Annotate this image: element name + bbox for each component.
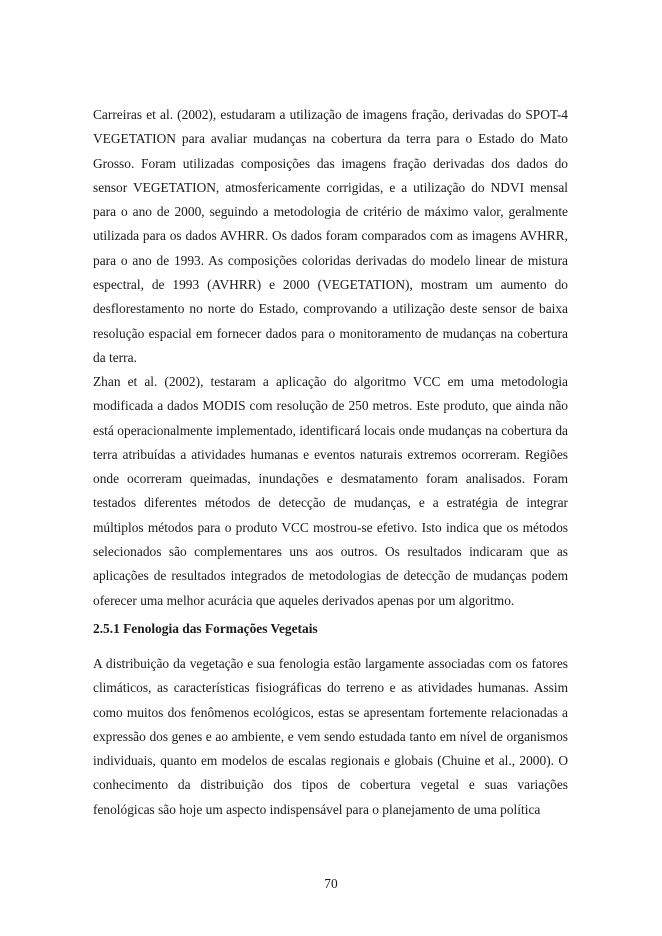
paragraph-zhan: Zhan et al. (2002), testaram a aplicação do algoritmo VCC em uma metodologia modificada a dados MODIS com resolução de 250 metros. Este produto, que ainda não está operacionalmente implementado, identificará locais onde mudanças na cobertura da terra atribuídas a atividades humanas e eventos naturais extremos ocorreram. Regiões onde ocorreram queimadas, inundações e desmatamento foram analisados. Foram testados diferentes métodos de detecção de mudanças, e a estratégia de integrar múltiplos métodos para o produto VCC mostrou-se efetivo. Isto indica que os métodos selecionados são complementares uns aos outros. Os resultados indicaram que as aplicações de resultados integrados de metodologias de detecção de mudanças podem oferecer uma melhor acurácia que aqueles derivados apenas por um algoritmo. (93, 374, 568, 608)
paragraph-carreiras: Carreiras et al. (2002), estudaram a utilização de imagens fração, derivadas do SPOT-4 VEGETATION para avaliar mudanças na cobertura da terra para o Estado do Mato Grosso. Foram utilizadas composições das imagens fração derivadas dos dados do sensor VEGETATION, atmosfericamente corrigidas, e a utilização do NDVI mensal para o ano de 2000, seguindo a metodologia de critério de máximo valor, geralmente utilizada para os dados AVHRR. Os dados foram comparados com as imagens AVHRR, para o ano de 1993. As composições coloridas derivadas do modelo linear de mistura espectral, de 1993 (AVHRR) e 2000 (VEGETATION), mostram um aumento do desflorestamento no norte do Estado, comprovando a utilização deste sensor de baixa resolução espacial em fornecer dados para o monitoramento de mudanças na cobertura da terra. (93, 107, 568, 365)
page-number: 70 (324, 876, 338, 891)
section-heading: 2.5.1 Fenologia das Formações Vegetais (93, 621, 318, 636)
paragraph-fenologia: A distribuição da vegetação e sua fenologia estão largamente associadas com os fatores climáticos, as características fisiográficas do terreno e as atividades humanas. Assim como muitos dos fenômenos ecológicos, estas se apresentam fortemente relacionadas a expressão dos genes e ao ambiente, e vem sendo estudada tanto em nível de organismos individuais, quanto em modelos de escalas regionais e globais (Chuine et al., 2000). O conhecimento da distribuição dos tipos de cobertura vegetal e suas variações fenológicas são hoje um aspecto indispensável para o planejamento de uma política (93, 656, 568, 817)
